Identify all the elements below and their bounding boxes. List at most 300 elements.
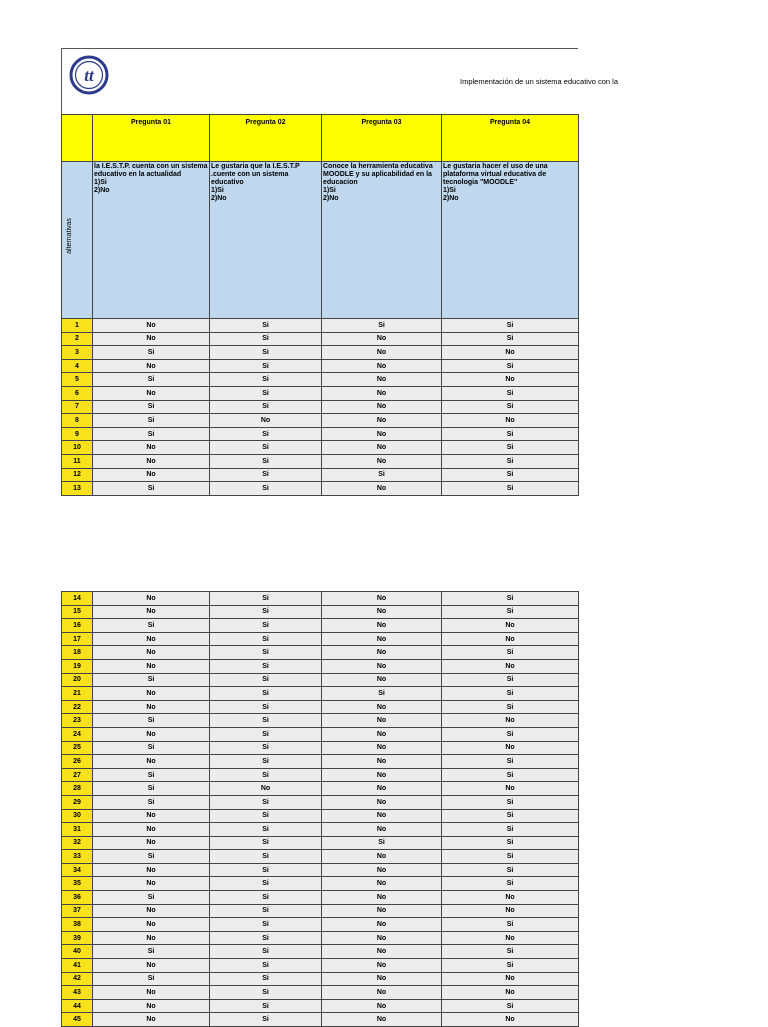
answer-cell-q2: Si [210,945,322,959]
question-option: 1)Si [94,179,107,186]
row-number: 40 [62,945,93,959]
answer-cell-q1: Si [93,619,210,633]
answer-cell-q2: Si [210,850,322,864]
answer-cell-q2: Si [210,592,322,606]
table-row [62,700,579,714]
answer-cell-q4: Si [442,836,579,850]
row-number: 9 [62,427,93,441]
answer-cell-q2: Si [210,386,322,400]
table-row [62,400,579,414]
table-row [62,482,579,496]
row-number: 34 [62,863,93,877]
answer-cell-q2: Si [210,605,322,619]
table-row [62,836,579,850]
question-description-3 [322,162,442,319]
table-row [62,319,579,333]
answer-cell-q2: No [210,782,322,796]
row-number: 18 [62,646,93,660]
answer-cell-q2: Si [210,795,322,809]
answer-cell-q3: No [322,646,442,660]
answer-cell-q2: Si [210,332,322,346]
table-row [62,904,579,918]
table-row [62,359,579,373]
answer-cell-q4: Si [442,332,579,346]
answer-cell-q1: No [93,863,210,877]
answer-cell-q1: No [93,687,210,701]
answer-cell-q1: No [93,918,210,932]
answer-cell-q4: Si [442,959,579,973]
sheet-header [61,48,618,114]
question-text: la I.E.S.T.P. cuenta con un sistema educativo en la actualidad [94,163,208,178]
answer-cell-q1: No [93,332,210,346]
row-number: 37 [62,904,93,918]
answer-cell-q1: Si [93,414,210,428]
answer-cell-q3: No [322,945,442,959]
row-number: 14 [62,592,93,606]
answer-cell-q4: Si [442,687,579,701]
answer-cell-q4: No [442,414,579,428]
question-option: 2)No [323,195,339,202]
table-row [62,714,579,728]
answer-cell-q1: Si [93,782,210,796]
row-number: 4 [62,359,93,373]
question-text: Conoce la herramienta educativa MOODLE y su aplicabilidad en la educacion [323,163,433,186]
answer-cell-q1: Si [93,972,210,986]
row-number: 5 [62,373,93,387]
answer-cell-q4: Si [442,700,579,714]
answer-cell-q3: No [322,755,442,769]
table-row [62,768,579,782]
answer-cell-q3: No [322,918,442,932]
table-row [62,592,579,606]
answer-cell-q2: Si [210,619,322,633]
answer-cell-q4: No [442,741,579,755]
answer-cell-q2: Si [210,400,322,414]
question-header-4: Pregunta 04 [442,115,579,162]
answer-cell-q3: No [322,891,442,905]
table-row [62,945,579,959]
answer-cell-q4: Si [442,319,579,333]
answer-cell-q3: No [322,400,442,414]
answer-cell-q2: Si [210,999,322,1013]
question-description-4 [442,162,579,319]
row-number: 8 [62,414,93,428]
answer-cell-q3: No [322,454,442,468]
table-row [62,1013,579,1027]
question-header-2: Pregunta 02 [210,115,322,162]
answer-cell-q2: Si [210,673,322,687]
answer-cell-q4: Si [442,646,579,660]
answer-cell-q1: Si [93,346,210,360]
row-number: 16 [62,619,93,633]
row-number: 31 [62,823,93,837]
row-number: 10 [62,441,93,455]
table-row [62,741,579,755]
row-number: 21 [62,687,93,701]
answer-cell-q2: Si [210,441,322,455]
answer-cell-q4: Si [442,755,579,769]
answer-cell-q3: Si [322,836,442,850]
answer-cell-q4: Si [442,482,579,496]
answer-cell-q2: Si [210,468,322,482]
row-number: 7 [62,400,93,414]
answer-cell-q2: Si [210,877,322,891]
answer-cell-q1: No [93,359,210,373]
answer-cell-q1: Si [93,945,210,959]
answer-cell-q2: Si [210,836,322,850]
answer-cell-q3: No [322,673,442,687]
row-number: 29 [62,795,93,809]
table-row [62,373,579,387]
answer-cell-q4: Si [442,400,579,414]
question-description-2 [210,162,322,319]
table-row [62,891,579,905]
answer-cell-q4: Si [442,877,579,891]
answer-cell-q2: Si [210,986,322,1000]
answer-cell-q2: Si [210,359,322,373]
answer-cell-q1: No [93,836,210,850]
answer-cell-q2: Si [210,823,322,837]
row-number: 32 [62,836,93,850]
answer-cell-q4: Si [442,795,579,809]
answer-cell-q4: Si [442,454,579,468]
row-number: 38 [62,918,93,932]
answer-cell-q3: No [322,877,442,891]
question-header-1: Pregunta 01 [93,115,210,162]
answer-cell-q1: No [93,1013,210,1027]
table-row [62,673,579,687]
answer-cell-q3: No [322,972,442,986]
answer-cell-q2: Si [210,646,322,660]
row-number: 39 [62,931,93,945]
answer-cell-q1: No [93,823,210,837]
answer-cell-q1: No [93,727,210,741]
answer-cell-q3: No [322,414,442,428]
header-corner [62,115,93,162]
answer-cell-q3: No [322,904,442,918]
table-row [62,659,579,673]
answer-cell-q2: Si [210,632,322,646]
question-option: 2)No [443,195,459,202]
row-number: 26 [62,755,93,769]
row-number: 28 [62,782,93,796]
table-row [62,972,579,986]
answer-cell-q2: Si [210,1013,322,1027]
answer-cell-q3: Si [322,319,442,333]
row-number: 27 [62,768,93,782]
answer-cell-q3: No [322,592,442,606]
table-row [62,986,579,1000]
sheet-title: Implementación de un sistema educativo con la [459,77,618,86]
answer-cell-q1: Si [93,891,210,905]
answer-cell-q2: Si [210,959,322,973]
answer-cell-q1: No [93,659,210,673]
answer-cell-q4: No [442,972,579,986]
answer-cell-q1: Si [93,482,210,496]
answer-cell-q1: No [93,877,210,891]
answer-cell-q1: No [93,441,210,455]
answer-cell-q2: Si [210,727,322,741]
answer-cell-q3: No [322,441,442,455]
answer-cell-q2: Si [210,904,322,918]
answer-cell-q4: Si [442,945,579,959]
answer-cell-q2: Si [210,373,322,387]
answer-cell-q3: No [322,714,442,728]
survey-table-bottom [61,591,579,1027]
table-row [62,454,579,468]
table-row [62,823,579,837]
question-header-3: Pregunta 03 [322,115,442,162]
answer-cell-q4: Si [442,809,579,823]
answer-cell-q3: No [322,809,442,823]
answer-cell-q4: No [442,632,579,646]
answer-cell-q1: No [93,999,210,1013]
question-option: 2)No [211,195,227,202]
answer-cell-q3: No [322,1013,442,1027]
row-number: 19 [62,659,93,673]
row-number: 3 [62,346,93,360]
answer-cell-q2: Si [210,454,322,468]
answer-cell-q3: No [322,659,442,673]
table-row [62,795,579,809]
answer-cell-q3: No [322,782,442,796]
svg-text:tt: tt [84,66,94,85]
answer-cell-q2: Si [210,700,322,714]
table-row [62,755,579,769]
answer-cell-q3: No [322,619,442,633]
table-row [62,931,579,945]
answer-cell-q3: No [322,346,442,360]
answer-cell-q1: No [93,468,210,482]
table-row [62,427,579,441]
answer-cell-q3: No [322,386,442,400]
table-row [62,809,579,823]
answer-cell-q4: No [442,782,579,796]
row-number: 30 [62,809,93,823]
table-row [62,386,579,400]
answer-cell-q1: No [93,986,210,1000]
answer-cell-q4: Si [442,850,579,864]
question-description-1 [93,162,210,319]
table-row [62,619,579,633]
answer-cell-q4: Si [442,592,579,606]
answer-cell-q4: Si [442,823,579,837]
answer-cell-q4: Si [442,468,579,482]
answer-cell-q1: No [93,592,210,606]
answer-cell-q4: No [442,619,579,633]
answer-cell-q3: No [322,863,442,877]
answer-cell-q1: Si [93,768,210,782]
answer-cell-q4: Si [442,441,579,455]
answer-cell-q3: No [322,795,442,809]
answer-cell-q3: No [322,850,442,864]
answer-cell-q3: No [322,332,442,346]
row-number: 45 [62,1013,93,1027]
survey-table-top [61,114,579,496]
answer-cell-q4: Si [442,918,579,932]
answer-cell-q4: Si [442,768,579,782]
question-option: 1)Si [443,187,456,194]
answer-cell-q3: No [322,959,442,973]
answer-cell-q4: No [442,1013,579,1027]
answer-cell-q4: No [442,714,579,728]
answer-cell-q3: No [322,986,442,1000]
row-number: 20 [62,673,93,687]
answer-cell-q2: Si [210,931,322,945]
table-row [62,468,579,482]
answer-cell-q2: No [210,414,322,428]
question-option: 1)Si [323,187,336,194]
answer-cell-q3: No [322,727,442,741]
answer-cell-q1: Si [93,373,210,387]
answer-cell-q3: No [322,373,442,387]
answer-cell-q1: No [93,454,210,468]
answer-cell-q4: Si [442,999,579,1013]
answer-cell-q1: No [93,904,210,918]
row-number: 6 [62,386,93,400]
answer-cell-q1: No [93,931,210,945]
answer-cell-q3: No [322,482,442,496]
row-number: 13 [62,482,93,496]
answer-cell-q3: No [322,605,442,619]
answer-cell-q1: Si [93,673,210,687]
answer-cell-q1: No [93,646,210,660]
answer-cell-q3: Si [322,687,442,701]
row-number: 1 [62,319,93,333]
table-row [62,727,579,741]
answer-cell-q1: Si [93,400,210,414]
answer-cell-q2: Si [210,809,322,823]
answer-cell-q4: Si [442,863,579,877]
question-text: Le gustaria hacer el uso de una plataforma virtual educativa de tecnologia "MOODLE" [443,163,548,186]
table-row [62,999,579,1013]
row-number: 44 [62,999,93,1013]
row-number: 24 [62,727,93,741]
answer-cell-q1: No [93,809,210,823]
table-row [62,441,579,455]
answer-cell-q2: Si [210,863,322,877]
answer-cell-q4: No [442,659,579,673]
question-option: 1)Si [211,187,224,194]
answer-cell-q4: No [442,986,579,1000]
answer-cell-q4: No [442,373,579,387]
row-number: 15 [62,605,93,619]
row-number: 23 [62,714,93,728]
question-option: 2)No [94,187,110,194]
answer-cell-q4: Si [442,359,579,373]
row-number: 22 [62,700,93,714]
row-number: 33 [62,850,93,864]
answer-cell-q4: Si [442,386,579,400]
row-number: 2 [62,332,93,346]
table-row [62,877,579,891]
answer-cell-q3: No [322,632,442,646]
answer-cell-q1: No [93,700,210,714]
answer-cell-q4: Si [442,673,579,687]
answer-cell-q1: Si [93,714,210,728]
answer-cell-q4: Si [442,427,579,441]
answer-cell-q2: Si [210,741,322,755]
alternativas-label: alternativas [65,218,73,254]
table-row [62,850,579,864]
answer-cell-q3: No [322,427,442,441]
answer-cell-q3: No [322,931,442,945]
answer-cell-q1: No [93,319,210,333]
answer-cell-q1: Si [93,427,210,441]
answer-cell-q3: Si [322,468,442,482]
answer-cell-q1: Si [93,795,210,809]
answer-cell-q4: Si [442,727,579,741]
question-description-row [62,162,579,319]
answer-cell-q2: Si [210,659,322,673]
answer-cell-q2: Si [210,891,322,905]
table-row [62,959,579,973]
answer-cell-q3: No [322,999,442,1013]
answer-cell-q4: Si [442,605,579,619]
table-row [62,782,579,796]
table-row [62,414,579,428]
row-number: 11 [62,454,93,468]
answer-cell-q1: No [93,959,210,973]
answer-cell-q2: Si [210,972,322,986]
row-number: 41 [62,959,93,973]
row-number: 43 [62,986,93,1000]
row-number: 12 [62,468,93,482]
table-row [62,632,579,646]
answer-cell-q2: Si [210,714,322,728]
question-header-row [62,115,579,162]
table-row [62,918,579,932]
answer-cell-q4: No [442,904,579,918]
answer-cell-q4: No [442,891,579,905]
table-row [62,332,579,346]
row-number: 36 [62,891,93,905]
answer-cell-q4: No [442,346,579,360]
table-row [62,346,579,360]
table-row [62,605,579,619]
answer-cell-q2: Si [210,918,322,932]
table-row [62,646,579,660]
answer-cell-q2: Si [210,427,322,441]
answer-cell-q4: No [442,931,579,945]
answer-cell-q1: No [93,605,210,619]
answer-cell-q1: Si [93,850,210,864]
answer-cell-q3: No [322,741,442,755]
answer-cell-q2: Si [210,768,322,782]
answer-cell-q2: Si [210,346,322,360]
answer-cell-q2: Si [210,482,322,496]
answer-cell-q1: Si [93,741,210,755]
row-number: 17 [62,632,93,646]
answer-cell-q1: No [93,755,210,769]
row-number: 25 [62,741,93,755]
table-row [62,687,579,701]
answer-cell-q3: No [322,823,442,837]
answer-cell-q3: No [322,768,442,782]
row-number: 35 [62,877,93,891]
answer-cell-q3: No [322,359,442,373]
answer-cell-q2: Si [210,319,322,333]
answer-cell-q1: No [93,632,210,646]
table-row [62,863,579,877]
row-number: 42 [62,972,93,986]
answer-cell-q2: Si [210,687,322,701]
alternativas-cell [62,162,93,319]
answer-cell-q2: Si [210,755,322,769]
tt-logo-icon [69,55,109,95]
answer-cell-q3: No [322,700,442,714]
answer-cell-q1: No [93,386,210,400]
